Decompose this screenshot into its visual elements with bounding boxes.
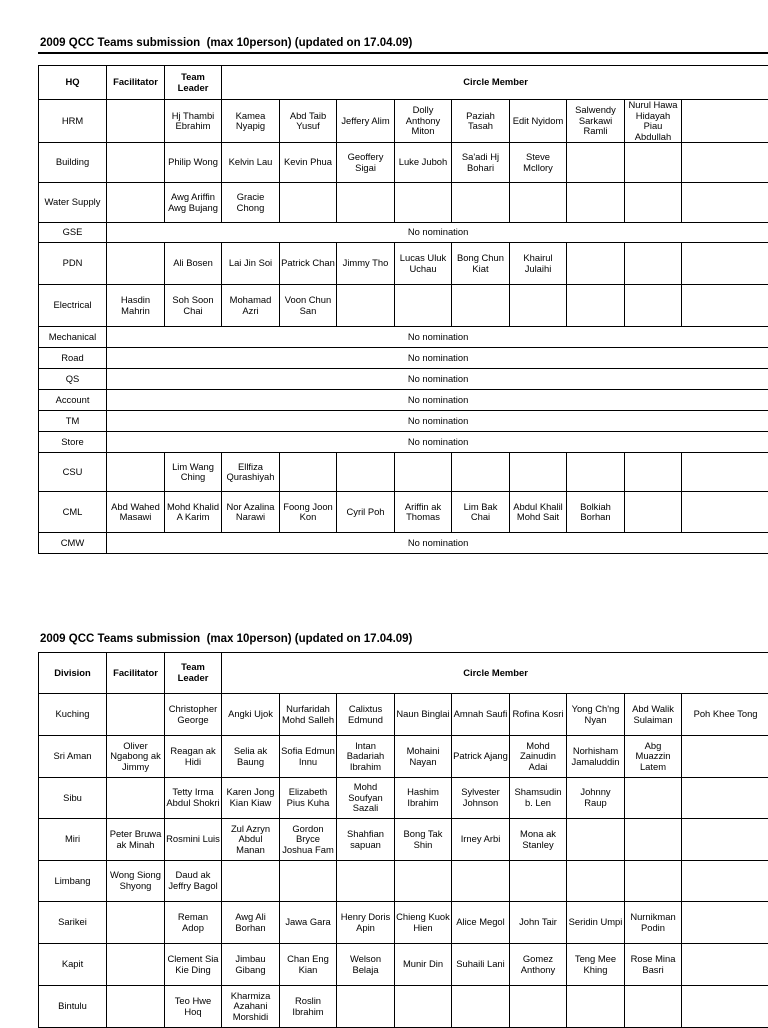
no-nomination-cell: No nomination <box>107 432 768 453</box>
unit-name-cell: CMW <box>39 533 107 554</box>
circle-member-cell: Seridin Umpi <box>567 902 625 944</box>
header-unit: Division <box>39 653 107 694</box>
circle-member-cell: Selia ak Baung <box>222 736 280 778</box>
circle-member-cell: Angki Ujok <box>222 694 280 736</box>
circle-member-cell <box>510 183 567 223</box>
unit-name-cell: Bintulu <box>39 986 107 1028</box>
circle-member-cell <box>625 183 682 223</box>
no-nomination-cell: No nomination <box>107 348 768 369</box>
table-row <box>39 736 768 778</box>
facilitator-cell <box>107 902 165 944</box>
circle-member-cell <box>682 285 768 327</box>
circle-member-cell <box>567 861 625 902</box>
team-leader-cell: Reman Adop <box>165 902 222 944</box>
facilitator-cell <box>107 694 165 736</box>
circle-member-cell: Poh Khee Tong <box>682 694 768 736</box>
circle-member-cell <box>682 453 768 492</box>
facilitator-cell <box>107 944 165 986</box>
table-row <box>39 694 768 736</box>
unit-name-cell: Miri <box>39 819 107 861</box>
circle-member-cell: Calixtus Edmund <box>337 694 395 736</box>
team-leader-cell: Mohd Khalid A Karim <box>165 492 222 533</box>
circle-member-cell: Mohamad Azri <box>222 285 280 327</box>
team-leader-cell: Lim Wang Ching <box>165 453 222 492</box>
circle-member-cell <box>510 861 567 902</box>
team-leader-cell: Soh Soon Chai <box>165 285 222 327</box>
circle-member-cell <box>337 285 395 327</box>
circle-member-cell <box>682 183 768 223</box>
table-row <box>39 369 768 390</box>
circle-member-cell: Luke Juboh <box>395 143 452 183</box>
section1-title: 2009 QCC Teams submission (max 10person) (updated on 17.04.09) <box>40 37 412 49</box>
facilitator-cell: Hasdin Mahrin <box>107 285 165 327</box>
unit-name-cell: CML <box>39 492 107 533</box>
circle-member-cell <box>682 861 768 902</box>
section1-title-rule <box>38 52 768 54</box>
circle-member-cell <box>567 285 625 327</box>
table-header-row <box>39 653 768 694</box>
table-row <box>39 902 768 944</box>
header-facilitator: Facilitator <box>107 653 165 694</box>
circle-member-cell: Mohd Zainudin Adai <box>510 736 567 778</box>
circle-member-cell: Suhaili Lani <box>452 944 510 986</box>
circle-member-cell: Zul Azryn Abdul Manan <box>222 819 280 861</box>
circle-member-cell: Geoffery Sigai <box>337 143 395 183</box>
circle-member-cell: Elizabeth Pius Kuha <box>280 778 337 819</box>
facilitator-cell <box>107 453 165 492</box>
circle-member-cell: Teng Mee Khing <box>567 944 625 986</box>
circle-member-cell <box>567 243 625 285</box>
header-circle-member: Circle Member <box>222 653 768 694</box>
circle-member-cell: Irney Arbi <box>452 819 510 861</box>
circle-member-cell: Roslin Ibrahim <box>280 986 337 1028</box>
unit-name-cell: Account <box>39 390 107 411</box>
circle-member-cell: Nor Azalina Narawi <box>222 492 280 533</box>
team-leader-cell: Rosmini Luis <box>165 819 222 861</box>
header-facilitator: Facilitator <box>107 66 165 100</box>
circle-member-cell: Khairul Julaihi <box>510 243 567 285</box>
circle-member-cell: Voon Chun San <box>280 285 337 327</box>
team-leader-cell: Hj Thambi Ebrahim <box>165 100 222 143</box>
circle-member-cell <box>682 778 768 819</box>
circle-member-cell: Gracie Chong <box>222 183 280 223</box>
unit-name-cell: Sarikei <box>39 902 107 944</box>
circle-member-cell: Jimbau Gibang <box>222 944 280 986</box>
circle-member-cell: Kelvin Lau <box>222 143 280 183</box>
circle-member-cell: Johnny Raup <box>567 778 625 819</box>
circle-member-cell <box>567 143 625 183</box>
circle-member-cell <box>625 861 682 902</box>
circle-member-cell <box>682 243 768 285</box>
team-leader-cell: Tetty Irma Abdul Shokri <box>165 778 222 819</box>
circle-member-cell <box>567 183 625 223</box>
circle-member-cell: Patrick Chan <box>280 243 337 285</box>
circle-member-cell <box>682 143 768 183</box>
table-row <box>39 183 768 223</box>
no-nomination-cell: No nomination <box>107 327 768 348</box>
circle-member-cell: Steve Mcllory <box>510 143 567 183</box>
circle-member-cell: Foong Joon Kon <box>280 492 337 533</box>
circle-member-cell: Karen Jong Kian Kiaw <box>222 778 280 819</box>
circle-member-cell: Nurfaridah Mohd Salleh <box>280 694 337 736</box>
division-teams-body <box>39 694 768 1028</box>
facilitator-cell <box>107 986 165 1028</box>
circle-member-cell <box>452 453 510 492</box>
circle-member-cell: Henry Doris Apin <box>337 902 395 944</box>
circle-member-cell <box>395 986 452 1028</box>
table-row <box>39 778 768 819</box>
circle-member-cell: Kamea Nyapig <box>222 100 280 143</box>
unit-name-cell: Electrical <box>39 285 107 327</box>
circle-member-cell <box>452 183 510 223</box>
team-leader-cell: Reagan ak Hidi <box>165 736 222 778</box>
unit-name-cell: Building <box>39 143 107 183</box>
circle-member-cell <box>452 285 510 327</box>
circle-member-cell: Ariffin ak Thomas <box>395 492 452 533</box>
circle-member-cell <box>625 819 682 861</box>
section2-title: 2009 QCC Teams submission (max 10person) (updated on 17.04.09) <box>40 633 412 645</box>
team-leader-cell: Teo Hwe Hoq <box>165 986 222 1028</box>
circle-member-cell <box>395 861 452 902</box>
circle-member-cell <box>510 285 567 327</box>
circle-member-cell: Rofina Kosri <box>510 694 567 736</box>
hq-teams-body <box>39 100 768 554</box>
circle-member-cell <box>510 986 567 1028</box>
team-leader-cell: Christopher George <box>165 694 222 736</box>
circle-member-cell: Mona ak Stanley <box>510 819 567 861</box>
circle-member-cell: Patrick Ajang <box>452 736 510 778</box>
circle-member-cell <box>222 861 280 902</box>
facilitator-cell: Oliver Ngabong ak Jimmy <box>107 736 165 778</box>
facilitator-cell <box>107 183 165 223</box>
table-header-row <box>39 66 768 100</box>
facilitator-cell <box>107 778 165 819</box>
circle-member-cell <box>395 183 452 223</box>
circle-member-cell <box>567 819 625 861</box>
unit-name-cell: HRM <box>39 100 107 143</box>
unit-name-cell: CSU <box>39 453 107 492</box>
table-row <box>39 327 768 348</box>
unit-name-cell: Road <box>39 348 107 369</box>
circle-member-cell: Welson Belaja <box>337 944 395 986</box>
circle-member-cell <box>452 861 510 902</box>
circle-member-cell: Sofia Edmun Innu <box>280 736 337 778</box>
circle-member-cell <box>625 778 682 819</box>
circle-member-cell <box>625 243 682 285</box>
unit-name-cell: PDN <box>39 243 107 285</box>
table-row <box>39 453 768 492</box>
table-row <box>39 819 768 861</box>
table-row <box>39 348 768 369</box>
circle-member-cell: Jimmy Tho <box>337 243 395 285</box>
circle-member-cell: Munir Din <box>395 944 452 986</box>
circle-member-cell: Yong Ch'ng Nyan <box>567 694 625 736</box>
circle-member-cell: Norhisham Jamaluddin <box>567 736 625 778</box>
header-unit: HQ <box>39 66 107 100</box>
table-row <box>39 243 768 285</box>
table-row <box>39 432 768 453</box>
circle-member-cell: John Tair <box>510 902 567 944</box>
circle-member-cell <box>280 453 337 492</box>
circle-member-cell <box>682 819 768 861</box>
circle-member-cell: Amnah Saufi <box>452 694 510 736</box>
unit-name-cell: Store <box>39 432 107 453</box>
circle-member-cell: Paziah Tasah <box>452 100 510 143</box>
no-nomination-cell: No nomination <box>107 411 768 432</box>
circle-member-cell: Alice Megol <box>452 902 510 944</box>
circle-member-cell: Jawa Gara <box>280 902 337 944</box>
circle-member-cell: Hashim Ibrahim <box>395 778 452 819</box>
circle-member-cell <box>682 492 768 533</box>
circle-member-cell: Gordon Bryce Joshua Fam <box>280 819 337 861</box>
circle-member-cell: Bolkiah Borhan <box>567 492 625 533</box>
no-nomination-cell: No nomination <box>107 223 768 243</box>
circle-member-cell: Jeffery Alim <box>337 100 395 143</box>
circle-member-cell <box>510 453 567 492</box>
unit-name-cell: GSE <box>39 223 107 243</box>
circle-member-cell <box>682 902 768 944</box>
circle-member-cell: Rose Mina Basri <box>625 944 682 986</box>
no-nomination-cell: No nomination <box>107 369 768 390</box>
circle-member-cell <box>337 986 395 1028</box>
circle-member-cell <box>682 944 768 986</box>
table-row <box>39 411 768 432</box>
circle-member-cell: Shamsudin b. Len <box>510 778 567 819</box>
unit-name-cell: Sibu <box>39 778 107 819</box>
circle-member-cell <box>682 736 768 778</box>
table-row <box>39 143 768 183</box>
circle-member-cell: Cyril Poh <box>337 492 395 533</box>
circle-member-cell: Sylvester Johnson <box>452 778 510 819</box>
circle-member-cell <box>625 492 682 533</box>
no-nomination-cell: No nomination <box>107 390 768 411</box>
circle-member-cell: Lucas Uluk Uchau <box>395 243 452 285</box>
unit-name-cell: TM <box>39 411 107 432</box>
team-leader-cell: Ali Bosen <box>165 243 222 285</box>
unit-name-cell: Limbang <box>39 861 107 902</box>
circle-member-cell: Ellfiza Qurashiyah <box>222 453 280 492</box>
circle-member-cell <box>337 453 395 492</box>
facilitator-cell <box>107 243 165 285</box>
circle-member-cell: Mohaini Nayan <box>395 736 452 778</box>
circle-member-cell: Nurul Hawa Hidayah Piau Abdullah <box>625 100 682 143</box>
unit-name-cell: QS <box>39 369 107 390</box>
unit-name-cell: Mechanical <box>39 327 107 348</box>
table-row <box>39 492 768 533</box>
circle-member-cell <box>567 453 625 492</box>
circle-member-cell: Bong Chun Kiat <box>452 243 510 285</box>
team-leader-cell: Clement Sia Kie Ding <box>165 944 222 986</box>
team-leader-cell: Daud ak Jeffry Bagol <box>165 861 222 902</box>
facilitator-cell: Peter Bruwa ak Minah <box>107 819 165 861</box>
facilitator-cell: Wong Siong Shyong <box>107 861 165 902</box>
circle-member-cell <box>625 285 682 327</box>
table-row <box>39 285 768 327</box>
circle-member-cell: Abdul Khalil Mohd Sait <box>510 492 567 533</box>
circle-member-cell <box>625 143 682 183</box>
facilitator-cell: Abd Wahed Masawi <box>107 492 165 533</box>
circle-member-cell: Mohd Soufyan Sazali <box>337 778 395 819</box>
circle-member-cell <box>395 453 452 492</box>
hq-teams-table <box>38 65 768 554</box>
unit-name-cell: Water Supply <box>39 183 107 223</box>
table-row <box>39 533 768 554</box>
circle-member-cell <box>337 861 395 902</box>
circle-member-cell <box>337 183 395 223</box>
team-leader-cell: Awg Ariffin Awg Bujang <box>165 183 222 223</box>
circle-member-cell <box>625 986 682 1028</box>
division-teams-table <box>38 652 768 1028</box>
circle-member-cell: Nurnikman Podin <box>625 902 682 944</box>
header-circle-member: Circle Member <box>222 66 768 100</box>
circle-member-cell <box>682 986 768 1028</box>
circle-member-cell: Intan Badariah Ibrahim <box>337 736 395 778</box>
circle-member-cell: Gomez Anthony <box>510 944 567 986</box>
circle-member-cell: Awg Ali Borhan <box>222 902 280 944</box>
unit-name-cell: Kapit <box>39 944 107 986</box>
table-row <box>39 986 768 1028</box>
facilitator-cell <box>107 100 165 143</box>
circle-member-cell <box>567 986 625 1028</box>
circle-member-cell: Bong Tak Shin <box>395 819 452 861</box>
circle-member-cell: Abd Walik Sulaiman <box>625 694 682 736</box>
circle-member-cell: Edit Nyidom <box>510 100 567 143</box>
circle-member-cell: Shahfian sapuan <box>337 819 395 861</box>
circle-member-cell: Sa'adi Hj Bohari <box>452 143 510 183</box>
circle-member-cell: Lai Jin Soi <box>222 243 280 285</box>
circle-member-cell <box>280 183 337 223</box>
facilitator-cell <box>107 143 165 183</box>
team-leader-cell: Philip Wong <box>165 143 222 183</box>
circle-member-cell: Lim Bak Chai <box>452 492 510 533</box>
circle-member-cell: Chan Eng Kian <box>280 944 337 986</box>
circle-member-cell: Dolly Anthony Miton <box>395 100 452 143</box>
circle-member-cell: Abd Taib Yusuf <box>280 100 337 143</box>
circle-member-cell <box>682 100 768 143</box>
circle-member-cell <box>625 453 682 492</box>
circle-member-cell: Kharmiza Azahani Morshidi <box>222 986 280 1028</box>
table-row <box>39 390 768 411</box>
no-nomination-cell: No nomination <box>107 533 768 554</box>
header-team-leader: Team Leader <box>165 66 222 100</box>
table-row <box>39 100 768 143</box>
circle-member-cell <box>280 861 337 902</box>
circle-member-cell: Salwendy Sarkawi Ramli <box>567 100 625 143</box>
circle-member-cell: Naun Binglai <box>395 694 452 736</box>
header-team-leader: Team Leader <box>165 653 222 694</box>
unit-name-cell: Kuching <box>39 694 107 736</box>
circle-member-cell: Chieng Kuok Hien <box>395 902 452 944</box>
circle-member-cell <box>452 986 510 1028</box>
table-row <box>39 861 768 902</box>
table-row <box>39 944 768 986</box>
circle-member-cell <box>395 285 452 327</box>
circle-member-cell: Kevin Phua <box>280 143 337 183</box>
unit-name-cell: Sri Aman <box>39 736 107 778</box>
table-row <box>39 223 768 243</box>
circle-member-cell: Abg Muazzin Latem <box>625 736 682 778</box>
